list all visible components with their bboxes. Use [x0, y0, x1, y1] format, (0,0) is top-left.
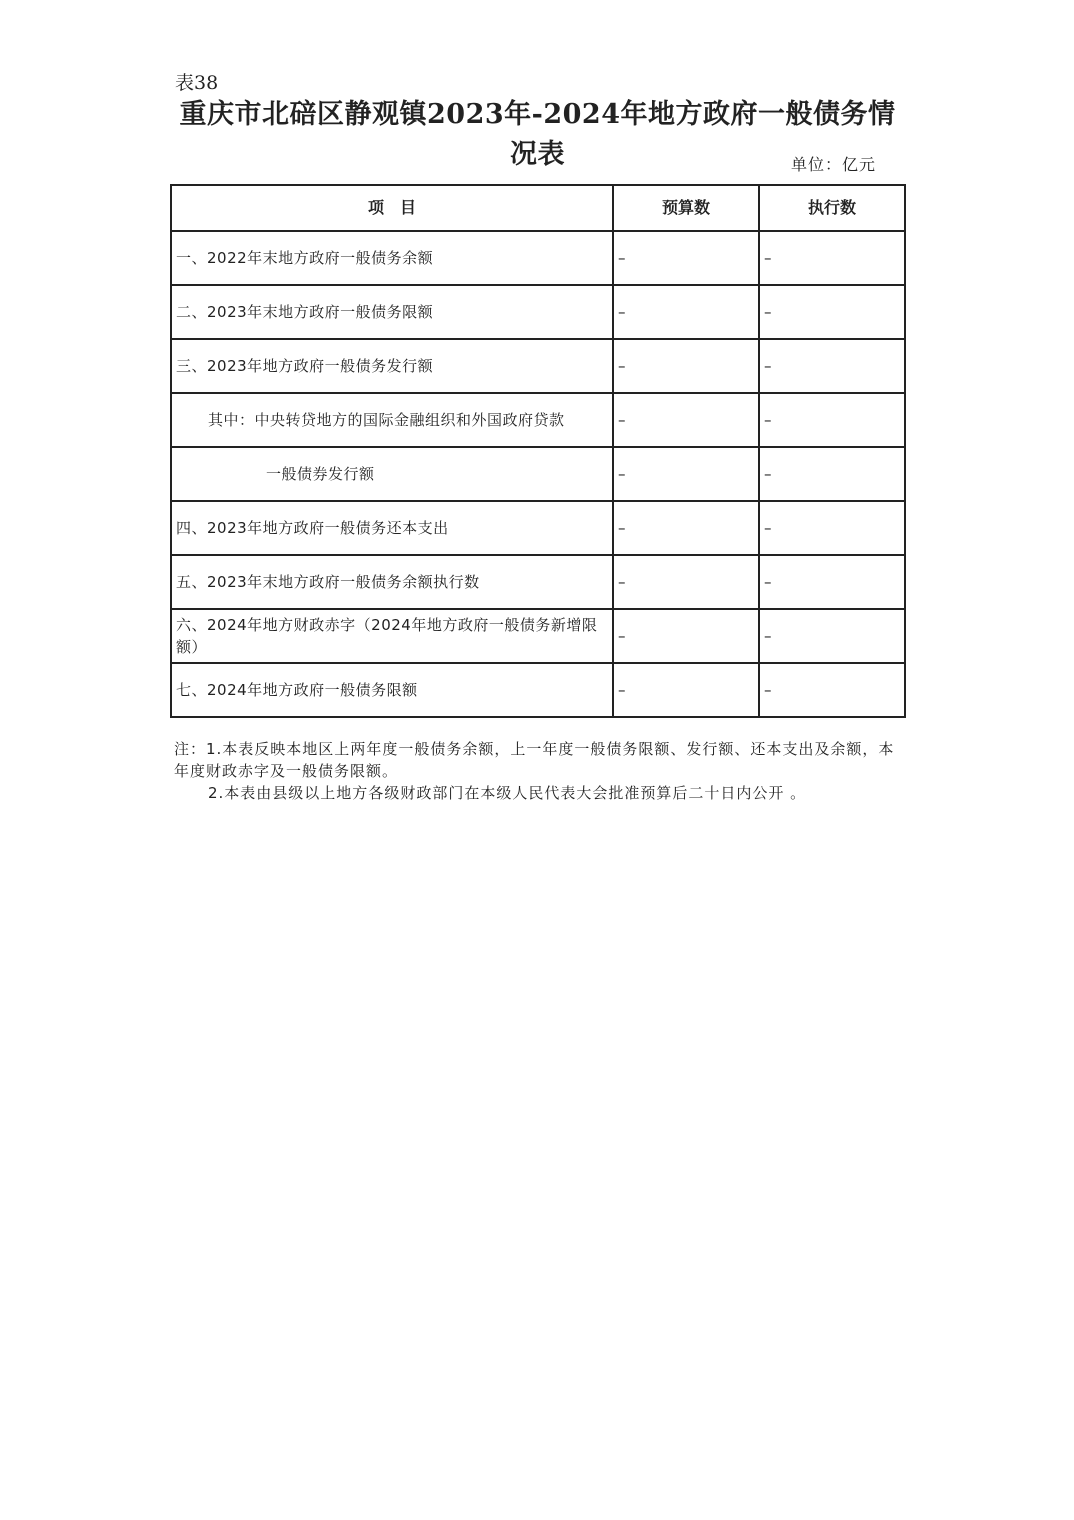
row-actual: –: [759, 393, 905, 447]
row-budget: –: [613, 447, 759, 501]
row-item: 四、2023年地方政府一般债务还本支出: [171, 501, 613, 555]
header-budget: 预算数: [613, 185, 759, 231]
row-item: 三、2023年地方政府一般债务发行额: [171, 339, 613, 393]
row-actual: –: [759, 231, 905, 285]
row-budget: –: [613, 393, 759, 447]
row-item: 七、2024年地方政府一般债务限额: [171, 663, 613, 717]
table-row: [171, 339, 905, 393]
row-actual: –: [759, 501, 905, 555]
row-budget: –: [613, 501, 759, 555]
note-1: 注：1.本表反映本地区上两年度一般债务余额，上一年度一般债务限额、发行额、还本支出及余额，本年度财政赤字及一般债务限额。: [174, 740, 895, 780]
unit-label: 单位：亿元: [790, 155, 876, 174]
table-header-row: [171, 185, 905, 231]
row-item: 六、2024年地方财政赤字（2024年地方政府一般债务新增限额）: [171, 609, 613, 663]
table-row: [171, 555, 905, 609]
row-item: 五、2023年末地方政府一般债务余额执行数: [171, 555, 613, 609]
row-actual: –: [759, 663, 905, 717]
table-row: [171, 447, 905, 501]
row-item: 一般债券发行额: [171, 447, 613, 501]
table-notes: [174, 738, 904, 804]
row-budget: –: [613, 285, 759, 339]
row-actual: –: [759, 609, 905, 663]
row-item: 二、2023年末地方政府一般债务限额: [171, 285, 613, 339]
table-row: [171, 285, 905, 339]
row-budget: –: [613, 609, 759, 663]
row-item: 其中：中央转贷地方的国际金融组织和外国政府贷款: [171, 393, 613, 447]
debt-table: [170, 184, 906, 718]
row-item: 一、2022年末地方政府一般债务余额: [171, 231, 613, 285]
table-row: [171, 663, 905, 717]
table-row: [171, 501, 905, 555]
table-row: [171, 393, 905, 447]
row-budget: –: [613, 339, 759, 393]
row-actual: –: [759, 339, 905, 393]
row-actual: –: [759, 555, 905, 609]
table-row: [171, 609, 905, 663]
document-title: 重庆市北碚区静观镇2023年-2024年地方政府一般债务情况表: [179, 99, 896, 170]
note-2: 2.本表由县级以上地方各级财政部门在本级人民代表大会批准预算后二十日内公开 。: [208, 784, 807, 802]
header-item: 项 目: [171, 185, 613, 231]
row-budget: –: [613, 231, 759, 285]
table-row: [171, 231, 905, 285]
row-actual: –: [759, 285, 905, 339]
table-number: 表38: [175, 72, 219, 94]
row-actual: –: [759, 447, 905, 501]
row-budget: –: [613, 663, 759, 717]
header-actual: 执行数: [759, 185, 905, 231]
row-budget: –: [613, 555, 759, 609]
